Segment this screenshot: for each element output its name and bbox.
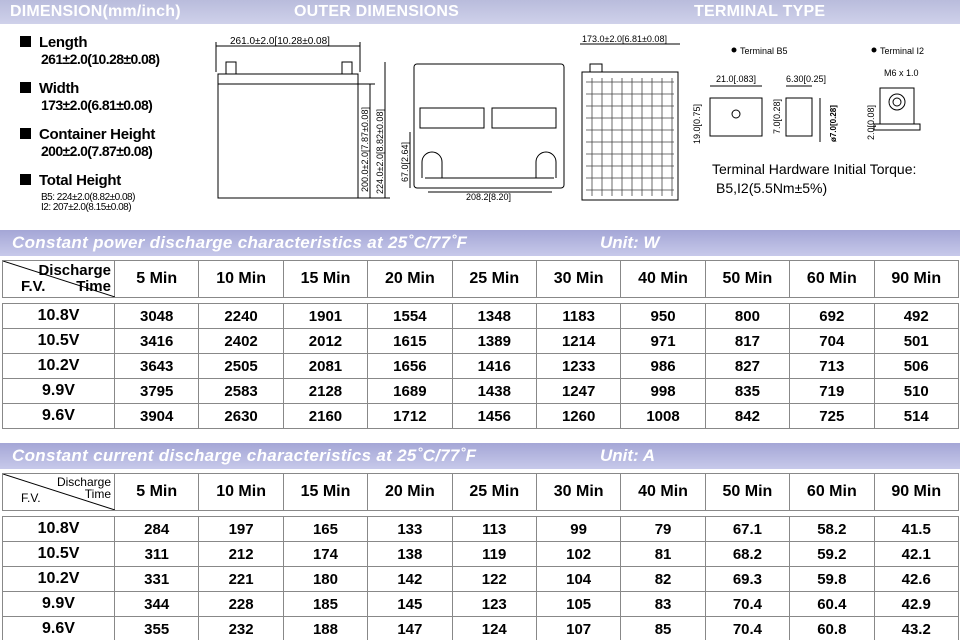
value-cell: 59.8: [790, 567, 874, 592]
column-header: 40 Min: [621, 261, 705, 298]
value-cell: 311: [115, 542, 199, 567]
column-header: 20 Min: [368, 474, 452, 511]
terminal-b5-height: 19.0[0.75]: [692, 103, 702, 144]
terminal-b5-width: 21.0[.083]: [716, 74, 757, 84]
value-cell: 842: [705, 404, 789, 429]
value-cell: 1712: [368, 404, 452, 429]
table-header-row: [3, 261, 959, 298]
front-width-label: 261.0±2.0[10.28±0.08]: [230, 36, 330, 47]
value-cell: 284: [115, 517, 199, 542]
fv-cell: 9.6V: [3, 617, 115, 640]
table-row: [3, 617, 959, 640]
fv-cell: 10.2V: [3, 567, 115, 592]
value-cell: 2402: [199, 329, 283, 354]
value-cell: 122: [452, 567, 536, 592]
table-row: [3, 304, 959, 329]
value-cell: 2583: [199, 379, 283, 404]
value-cell: 331: [115, 567, 199, 592]
terminal-i2-thread: M6 x 1.0: [884, 68, 919, 78]
value-cell: 42.6: [874, 567, 958, 592]
spec-value: 200±2.0(7.87±0.08): [41, 143, 153, 159]
value-cell: 180: [283, 567, 367, 592]
table-corner-cell: [3, 474, 115, 511]
value-cell: 147: [368, 617, 452, 640]
value-cell: 1689: [368, 379, 452, 404]
value-cell: 69.3: [705, 567, 789, 592]
value-cell: 1438: [452, 379, 536, 404]
table-row: [3, 379, 959, 404]
value-cell: 133: [368, 517, 452, 542]
corner-time-label: Time: [76, 278, 111, 295]
fv-cell: 10.2V: [3, 354, 115, 379]
value-cell: 3416: [115, 329, 199, 354]
value-cell: 42.1: [874, 542, 958, 567]
spec-value: 261±2.0(10.28±0.08): [41, 51, 160, 67]
column-header: 90 Min: [874, 474, 958, 511]
current-discharge-table: [2, 473, 959, 640]
value-cell: 2128: [283, 379, 367, 404]
value-cell: 800: [705, 304, 789, 329]
corner-fv-label: F.V.: [21, 278, 46, 295]
spec-total-height: [20, 172, 220, 213]
value-cell: 1260: [536, 404, 620, 429]
column-header: 10 Min: [199, 261, 283, 298]
value-cell: 185: [283, 592, 367, 617]
fv-cell: 10.5V: [3, 542, 115, 567]
value-cell: 138: [368, 542, 452, 567]
column-header: 5 Min: [115, 474, 199, 511]
spec-width: [20, 80, 220, 126]
value-cell: 174: [283, 542, 367, 567]
value-cell: 492: [874, 304, 958, 329]
corner-time-label: Time: [84, 487, 111, 501]
value-cell: 1008: [621, 404, 705, 429]
value-cell: 67.1: [705, 517, 789, 542]
value-cell: 212: [199, 542, 283, 567]
bullet-square-icon: [20, 174, 31, 185]
column-header: 20 Min: [368, 261, 452, 298]
torque-line-1: Terminal Hardware Initial Torque:: [712, 161, 917, 177]
value-cell: 41.5: [874, 517, 958, 542]
column-header: 15 Min: [283, 474, 367, 511]
column-header: 25 Min: [452, 261, 536, 298]
value-cell: 232: [199, 617, 283, 640]
value-cell: 221: [199, 567, 283, 592]
fv-cell: 9.9V: [3, 379, 115, 404]
corner-fv-label: F.V.: [21, 491, 41, 505]
bullet-square-icon: [20, 36, 31, 47]
column-header: 50 Min: [705, 261, 789, 298]
value-cell: 998: [621, 379, 705, 404]
spec-label: Container Height: [39, 126, 156, 143]
table-row: [3, 517, 959, 542]
value-cell: 105: [536, 592, 620, 617]
column-header: 5 Min: [115, 261, 199, 298]
terminal-b5-label: Terminal B5: [740, 46, 788, 56]
value-cell: 3643: [115, 354, 199, 379]
value-cell: 713: [790, 354, 874, 379]
dimension-heading: DIMENSION(mm/inch): [10, 3, 181, 20]
spec-label: Total Height: [39, 172, 121, 189]
value-cell: 1247: [536, 379, 620, 404]
value-cell: 99: [536, 517, 620, 542]
value-cell: 2160: [283, 404, 367, 429]
value-cell: 107: [536, 617, 620, 640]
value-cell: 950: [621, 304, 705, 329]
front-bottom-label: 208.2[8.20]: [466, 192, 512, 202]
total-height-i2: I2: 207±2.0(8.15±0.08): [41, 202, 132, 213]
value-cell: 2505: [199, 354, 283, 379]
terminal-i2-label: Terminal I2: [880, 46, 925, 56]
value-cell: 60.4: [790, 592, 874, 617]
value-cell: 145: [368, 592, 452, 617]
value-cell: 197: [199, 517, 283, 542]
value-cell: 102: [536, 542, 620, 567]
value-cell: 1656: [368, 354, 452, 379]
value-cell: 692: [790, 304, 874, 329]
terminal-type-heading: TERMINAL TYPE: [694, 3, 826, 20]
value-cell: 142: [368, 567, 452, 592]
value-cell: 1348: [452, 304, 536, 329]
value-cell: 344: [115, 592, 199, 617]
value-cell: 42.9: [874, 592, 958, 617]
terminal-b5-width2: 6.30[0.25]: [786, 74, 827, 84]
torque-line-2: B5,I2(5.5Nm±5%): [716, 180, 828, 196]
terminal-type-drawing: [690, 32, 956, 202]
power-discharge-table: [2, 260, 959, 429]
value-cell: 725: [790, 404, 874, 429]
value-cell: 817: [705, 329, 789, 354]
spec-value: 173±2.0(6.81±0.08): [41, 97, 153, 113]
table-row: [3, 329, 959, 354]
column-header: 60 Min: [790, 474, 874, 511]
value-cell: 165: [283, 517, 367, 542]
column-header: 40 Min: [621, 474, 705, 511]
value-cell: 1183: [536, 304, 620, 329]
bullet-square-icon: [20, 128, 31, 139]
value-cell: 228: [199, 592, 283, 617]
value-cell: 119: [452, 542, 536, 567]
value-cell: 2630: [199, 404, 283, 429]
column-header: 30 Min: [536, 261, 620, 298]
value-cell: 83: [621, 592, 705, 617]
column-header: 10 Min: [199, 474, 283, 511]
bullet-square-icon: [20, 82, 31, 93]
value-cell: 82: [621, 567, 705, 592]
value-cell: 506: [874, 354, 958, 379]
value-cell: 1554: [368, 304, 452, 329]
column-header: 15 Min: [283, 261, 367, 298]
value-cell: 68.2: [705, 542, 789, 567]
current-section-band: [0, 443, 960, 469]
corner-discharge-label: Discharge: [38, 262, 111, 279]
fv-cell: 9.6V: [3, 404, 115, 429]
value-cell: 986: [621, 354, 705, 379]
value-cell: 124: [452, 617, 536, 640]
value-cell: 2081: [283, 354, 367, 379]
value-cell: 1901: [283, 304, 367, 329]
table-row: [3, 567, 959, 592]
table-row: [3, 354, 959, 379]
value-cell: 59.2: [790, 542, 874, 567]
current-section-unit: Unit: A: [600, 446, 656, 465]
terminal-b5-height2: 7.0[0.28]: [772, 98, 782, 134]
front-h2-label: 224.0±2.0[8.82±0.08]: [375, 109, 385, 194]
power-section-band: [0, 230, 960, 256]
dimension-specs: [20, 34, 220, 213]
fv-cell: 10.8V: [3, 304, 115, 329]
column-header: 90 Min: [874, 261, 958, 298]
value-cell: 1389: [452, 329, 536, 354]
value-cell: 81: [621, 542, 705, 567]
value-cell: 70.4: [705, 617, 789, 640]
middle-view: [410, 64, 564, 192]
terminal-i2-height: 2.0[0.08]: [866, 104, 876, 140]
value-cell: 3048: [115, 304, 199, 329]
side-ribs: [586, 78, 674, 196]
terminal-b5-shape: [710, 86, 820, 142]
column-header: 30 Min: [536, 474, 620, 511]
spec-label: Length: [39, 34, 88, 51]
value-cell: 3795: [115, 379, 199, 404]
fv-cell: 10.5V: [3, 329, 115, 354]
value-cell: 1214: [536, 329, 620, 354]
value-cell: 70.4: [705, 592, 789, 617]
power-section-unit: Unit: W: [600, 233, 660, 252]
value-cell: 113: [452, 517, 536, 542]
value-cell: 188: [283, 617, 367, 640]
value-cell: 835: [705, 379, 789, 404]
value-cell: 58.2: [790, 517, 874, 542]
value-cell: 827: [705, 354, 789, 379]
table-header-row: [3, 474, 959, 511]
table-row: [3, 404, 959, 429]
terminal-i2-shape: [874, 88, 920, 130]
column-header: 60 Min: [790, 261, 874, 298]
value-cell: 1615: [368, 329, 452, 354]
value-cell: 2012: [283, 329, 367, 354]
value-cell: 719: [790, 379, 874, 404]
column-header: 25 Min: [452, 474, 536, 511]
fv-cell: 10.8V: [3, 517, 115, 542]
value-cell: 971: [621, 329, 705, 354]
value-cell: 1456: [452, 404, 536, 429]
value-cell: 85: [621, 617, 705, 640]
table-row: [3, 592, 959, 617]
fv-cell: 9.9V: [3, 592, 115, 617]
value-cell: 510: [874, 379, 958, 404]
front-h1-label: 200.0±2.0[7.87±0.08]: [360, 107, 370, 192]
corner-discharge-label: Discharge: [56, 475, 111, 489]
value-cell: 501: [874, 329, 958, 354]
total-height-b5: B5: 224±2.0(8.82±0.08): [41, 192, 135, 203]
value-cell: 704: [790, 329, 874, 354]
header-bar: [0, 0, 960, 24]
table-corner-cell: [3, 261, 115, 298]
current-section-title: Constant current discharge characteristics at 25˚C/77˚F: [12, 446, 477, 465]
value-cell: 43.2: [874, 617, 958, 640]
table-row: [3, 542, 959, 567]
value-cell: 123: [452, 592, 536, 617]
spec-label: Width: [39, 80, 80, 97]
side-view: [580, 44, 680, 200]
terminal-b5-diameter: ø7.0[0.28]: [829, 105, 838, 142]
outer-dimensions-drawing: [210, 32, 690, 212]
spec-container-height: [20, 126, 220, 172]
value-cell: 60.8: [790, 617, 874, 640]
value-cell: 79: [621, 517, 705, 542]
spec-length: [20, 34, 220, 80]
value-cell: 3904: [115, 404, 199, 429]
front-h3-label: 67.0[2.64]: [400, 141, 410, 182]
value-cell: 1416: [452, 354, 536, 379]
value-cell: 2240: [199, 304, 283, 329]
value-cell: 1233: [536, 354, 620, 379]
value-cell: 514: [874, 404, 958, 429]
power-section-title: Constant power discharge characteristics at 25˚C/77˚F: [12, 233, 468, 252]
column-header: 50 Min: [705, 474, 789, 511]
outer-dimensions-heading: OUTER DIMENSIONS: [294, 3, 459, 20]
value-cell: 104: [536, 567, 620, 592]
value-cell: 355: [115, 617, 199, 640]
side-width-label: 173.0±2.0[6.81±0.08]: [582, 34, 667, 44]
